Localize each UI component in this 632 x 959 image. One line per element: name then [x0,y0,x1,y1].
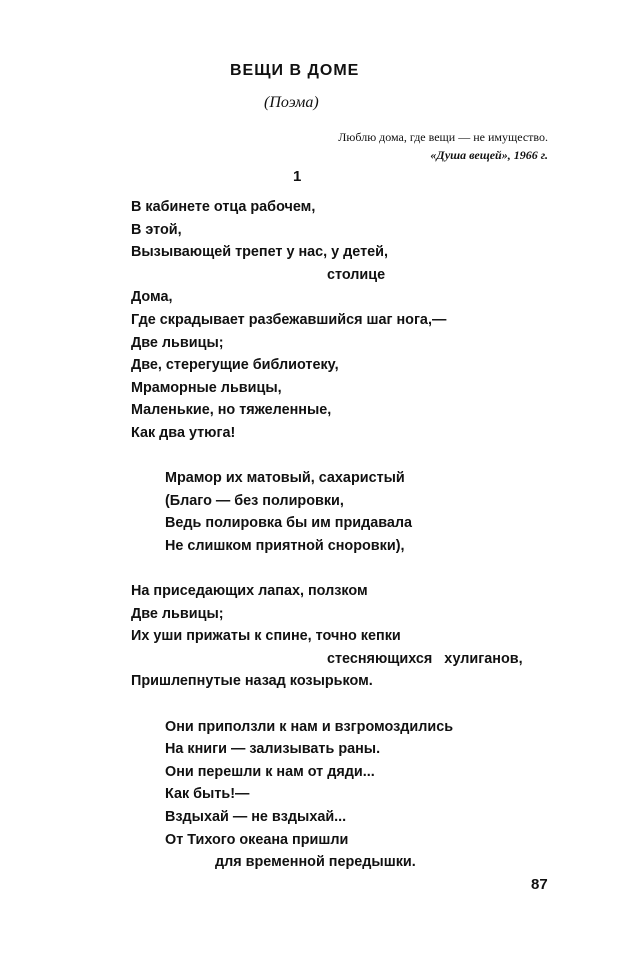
poem-line: Маленькие, но тяжеленные, [131,402,332,419]
poem-line: Дома, [131,289,173,306]
poem-line: Они перешли к нам от дяди... [165,763,375,780]
poem-line: В этой, [131,221,182,238]
poem-line: В кабинете отца рабочем, [131,199,316,215]
section-number: 1 [293,168,302,185]
poem-line: Две львицы; [131,605,224,622]
poem-line: для временной передышки. [215,854,416,871]
poem-line: На книги — зализывать раны. [165,741,381,758]
epigraph-source: «Душа вещей», 1966 г. [430,148,548,162]
stanza-gap [131,445,591,468]
poem-line: Две, стерегущие библиотеку, [131,357,339,374]
epigraph-text: Люблю дома, где вещи — не имущество. [338,130,548,144]
poem-line: Мраморные львицы, [131,379,282,396]
poem-line: столице [327,266,386,283]
stanza-gap [131,693,591,716]
poem-subtitle: (Поэма) [264,94,319,111]
poem-line: Вызывающей трепет у нас, у детей, [131,244,389,261]
poem-line: Ведь полировка бы им придавала [165,515,413,532]
poem-line: На приседающих лапах, ползком [131,583,368,600]
poem-title: ВЕЩИ В ДОМЕ [230,62,360,79]
poem-line: От Тихого океана пришли [165,831,349,848]
page-number: 87 [531,876,548,893]
poem-line: Не слишком приятной сноровки), [165,537,405,554]
poem-line: Их уши прижаты к спине, точно кепки [131,628,401,645]
poem-line: Как два утюга! [131,424,236,441]
poem-line: Пришлепнутые назад козырьком. [131,673,373,690]
poem-line: стесняющихся хулиганов, [327,650,523,667]
poem-line: Две львицы; [131,334,224,351]
poem-line: Мрамор их матовый, сахаристый [165,470,405,487]
epigraph [338,128,548,164]
poem-line: Как быть!— [165,786,250,803]
poem-line: Вздыхай — не вздыхай... [165,809,347,826]
poem-line: Они приползли к нам и взгромоздились [165,718,454,735]
poem-line: Где скрадывает разбежавшийся шаг нога,— [131,311,447,328]
poem-line: (Благо — без полировки, [165,492,344,509]
stanza-gap [131,558,591,581]
poem-body [131,196,591,874]
